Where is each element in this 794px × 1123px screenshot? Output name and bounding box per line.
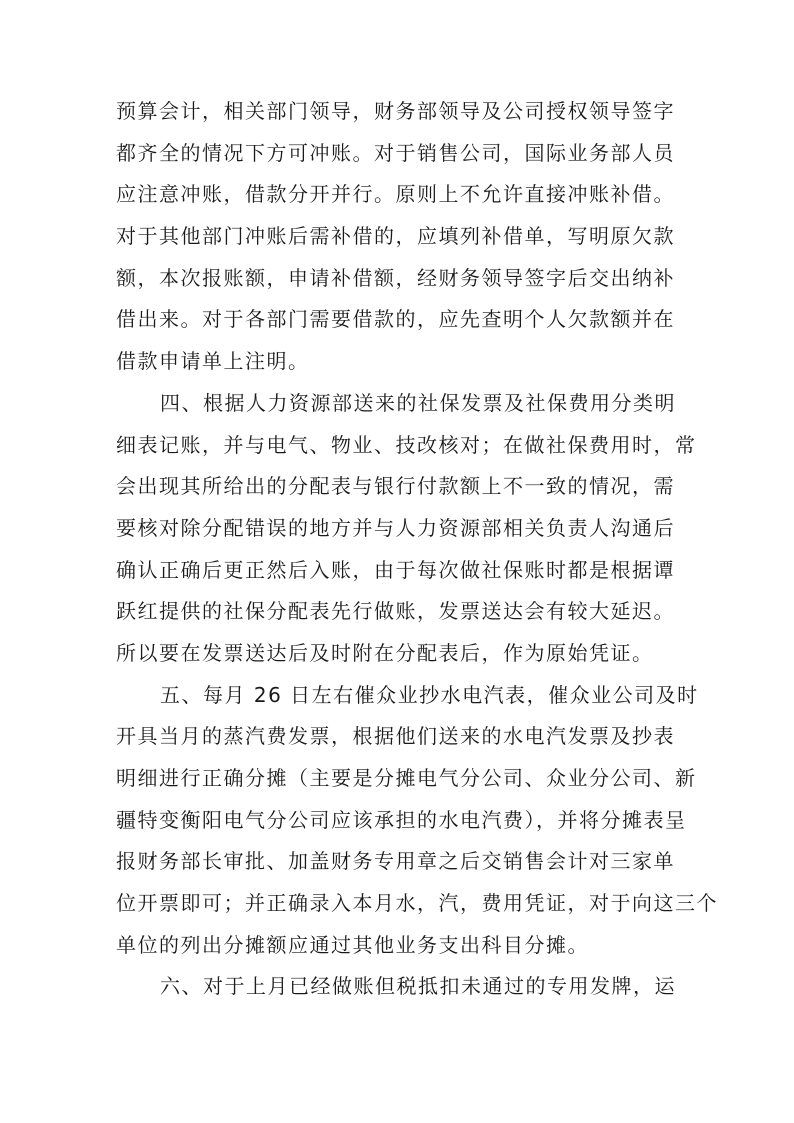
text-line: 借款申请单上注明。 — [116, 349, 310, 374]
text-line: 明细进行正确分摊（主要是分摊电气分公司、众业分公司、新 — [116, 766, 697, 790]
text-line: 疆特变衡阳电气分公司应该承担的水电汽费），并将分摊表呈 — [116, 807, 687, 832]
text-line: 要核对除分配错误的地方并与人力资源部相关负责人沟通后 — [116, 515, 675, 540]
text-line: 位开票即可；并正确录入本月水，汽，费用凭证，对于向这三个 — [116, 891, 718, 916]
text-line: 开具当月的蒸汽费发票，根据他们送来的水电汽发票及抄表 — [116, 724, 675, 749]
paragraph-first-line: 六、对于上月已经做账但税抵扣未通过的专用发牌，运 — [160, 974, 676, 999]
text-line: 所以要在发票送达后及时附在分配表后，作为原始凭证。 — [116, 640, 654, 665]
text-line: 应注意冲账，借款分开并行。原则上不允许直接冲账补借。 — [116, 182, 675, 207]
text-line: 确认正确后更正然后入账，由于每次做社保账时都是根据谭 — [116, 557, 675, 582]
text-line: 单位的列出分摊额应通过其他业务支出科目分摊。 — [116, 932, 589, 957]
paragraph-first-line: 四、根据人力资源部送来的社保发票及社保费用分类明 — [160, 390, 676, 415]
text-line: 对于其他部门冲账后需补借的，应填列补借单，写明原欠款 — [116, 224, 675, 249]
text-line: 会出现其所给出的分配表与银行付款额上不一致的情况，需 — [116, 474, 675, 499]
text-line: 细表记账，并与电气、物业、技改核对；在做社保费用时，常 — [116, 432, 697, 457]
text-line: 借出来。对于各部门需要借款的，应先查明个人欠款额并在 — [116, 307, 675, 332]
text-line: 额，本次报账额，申请补借额，经财务领导签字后交出纳补 — [116, 265, 675, 290]
body-text — [116, 91, 718, 1008]
text-line: 报财务部长审批、加盖财务专用章之后交销售会计对三家单 — [116, 849, 675, 874]
paragraph-first-line: 五、每月 26 日左右催众业抄水电汽表，催众业公司及时 — [160, 682, 699, 707]
text-line: 预算会计，相关部门领导，财务部领导及公司授权领导签字 — [116, 99, 675, 123]
text-line: 跃红提供的社保分配表先行做账，发票送达会有较大延迟。 — [116, 599, 675, 624]
text-line: 都齐全的情况下方可冲账。对于销售公司，国际业务部人员 — [116, 140, 675, 165]
